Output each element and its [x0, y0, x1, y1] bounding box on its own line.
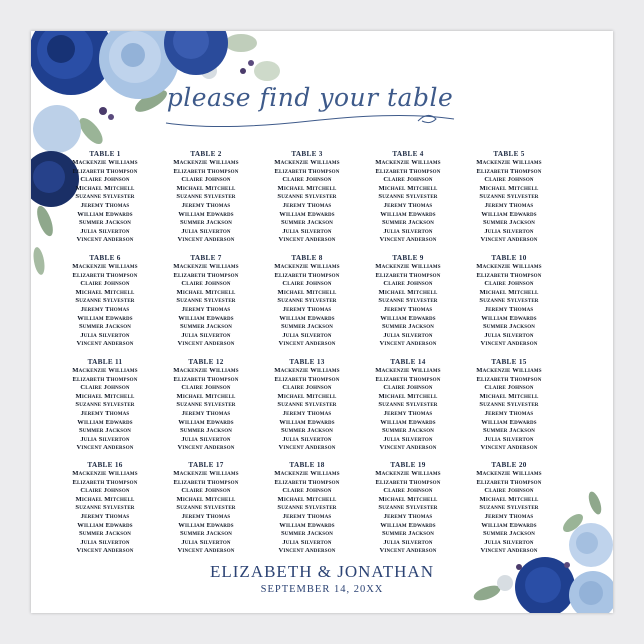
guest-name: Vincent Anderson — [480, 236, 538, 244]
guest-name: Mackenzie Williams — [173, 367, 239, 374]
guest-name: Michael Mitchell — [479, 392, 539, 400]
guest-name: Julia Silverton — [383, 331, 433, 339]
guest-name: Claire Johnson — [484, 176, 534, 184]
guest-name: Summer Jackson — [78, 323, 132, 331]
guest-name: Mackenzie Williams — [72, 470, 138, 477]
table-title: TABLE 19 — [390, 461, 426, 469]
guest-name: Suzanne Sylvester — [176, 193, 236, 201]
guest-name: Suzanne Sylvester — [479, 297, 539, 305]
guest-name: Julia Silverton — [181, 538, 231, 546]
guest-name: Michael Mitchell — [479, 495, 539, 503]
guest-name: Summer Jackson — [78, 427, 132, 435]
table-block — [459, 358, 559, 453]
guest-name: Claire Johnson — [282, 280, 332, 288]
guest-name: Elizabeth Thompson — [274, 167, 340, 175]
guest-name: Julia Silverton — [80, 435, 130, 443]
table-title: TABLE 2 — [190, 150, 222, 158]
table-block — [459, 150, 559, 245]
guest-name: Julia Silverton — [484, 435, 534, 443]
guest-name: Mackenzie Williams — [173, 159, 239, 166]
guest-name: Suzanne Sylvester — [75, 193, 135, 201]
guest-name: Suzanne Sylvester — [176, 401, 236, 409]
guest-name: William Edwards — [481, 418, 537, 426]
guest-name: Mackenzie Williams — [476, 159, 542, 166]
guest-name: Elizabeth Thompson — [375, 478, 441, 486]
guest-name: William Edwards — [279, 521, 335, 529]
guest-name: Mackenzie Williams — [375, 367, 441, 374]
guest-name: William Edwards — [380, 418, 436, 426]
guest-name: Summer Jackson — [381, 219, 435, 227]
guest-name: William Edwards — [178, 314, 234, 322]
guest-name: Mackenzie Williams — [476, 263, 542, 270]
guest-name: Suzanne Sylvester — [75, 401, 135, 409]
table-title: TABLE 5 — [493, 150, 525, 158]
guest-name: Jeremy Thomas — [484, 512, 534, 520]
guest-name: William Edwards — [77, 418, 133, 426]
guest-name: Summer Jackson — [179, 323, 233, 331]
guest-name: Vincent Anderson — [177, 340, 235, 348]
guest-name: Jeremy Thomas — [181, 305, 231, 313]
guest-name: Mackenzie Williams — [375, 263, 441, 270]
guest-name: Jeremy Thomas — [80, 512, 130, 520]
guest-name: Jeremy Thomas — [282, 201, 332, 209]
guest-name: Elizabeth Thompson — [476, 375, 542, 383]
guest-name: Claire Johnson — [282, 487, 332, 495]
guest-name: Claire Johnson — [383, 487, 433, 495]
guest-name: William Edwards — [77, 521, 133, 529]
guest-name: Julia Silverton — [181, 435, 231, 443]
guest-name: Vincent Anderson — [278, 340, 336, 348]
table-title: TABLE 8 — [291, 254, 323, 262]
guest-name: Claire Johnson — [181, 487, 231, 495]
guest-name: Mackenzie Williams — [476, 367, 542, 374]
table-block — [257, 254, 357, 349]
guest-name: Claire Johnson — [484, 487, 534, 495]
guest-name: Vincent Anderson — [76, 547, 134, 555]
guest-name: Jeremy Thomas — [80, 201, 130, 209]
guest-name: Julia Silverton — [80, 538, 130, 546]
guest-name: Suzanne Sylvester — [479, 401, 539, 409]
guest-name: Claire Johnson — [181, 176, 231, 184]
table-block — [156, 150, 256, 245]
guest-name: Julia Silverton — [80, 227, 130, 235]
table-title: TABLE 6 — [89, 254, 121, 262]
guest-name: William Edwards — [380, 314, 436, 322]
table-block — [257, 150, 357, 245]
guest-name: Vincent Anderson — [379, 340, 437, 348]
table-block — [358, 150, 458, 245]
guest-name: Mackenzie Williams — [375, 470, 441, 477]
guest-name: Michael Mitchell — [378, 184, 438, 192]
table-title: TABLE 16 — [87, 461, 123, 469]
guest-name: Elizabeth Thompson — [72, 375, 138, 383]
table-block — [55, 461, 155, 556]
guest-name: Claire Johnson — [282, 384, 332, 392]
guest-name: Elizabeth Thompson — [72, 271, 138, 279]
guest-name: Elizabeth Thompson — [476, 167, 542, 175]
guest-name: Suzanne Sylvester — [378, 193, 438, 201]
guest-name: Elizabeth Thompson — [476, 478, 542, 486]
guest-name: Michael Mitchell — [75, 392, 135, 400]
table-title: TABLE 10 — [491, 254, 527, 262]
table-title: TABLE 11 — [87, 358, 123, 366]
guest-name: Jeremy Thomas — [80, 409, 130, 417]
guest-name: Elizabeth Thompson — [72, 167, 138, 175]
guest-name: Summer Jackson — [179, 219, 233, 227]
table-block — [156, 254, 256, 349]
guest-name: Claire Johnson — [484, 384, 534, 392]
guest-name: Julia Silverton — [383, 435, 433, 443]
guest-name: Michael Mitchell — [479, 288, 539, 296]
guest-name: Mackenzie Williams — [72, 367, 138, 374]
guest-name: Claire Johnson — [80, 280, 130, 288]
guest-name: William Edwards — [481, 521, 537, 529]
guest-name: Summer Jackson — [381, 530, 435, 538]
guest-name: Jeremy Thomas — [282, 409, 332, 417]
guest-name: Claire Johnson — [80, 176, 130, 184]
guest-name: Vincent Anderson — [177, 236, 235, 244]
guest-name: Suzanne Sylvester — [378, 504, 438, 512]
guest-name: Michael Mitchell — [75, 288, 135, 296]
guest-name: Michael Mitchell — [176, 495, 236, 503]
guest-name: Summer Jackson — [280, 219, 334, 227]
guest-name: Summer Jackson — [280, 323, 334, 331]
table-block — [358, 254, 458, 349]
guest-name: Jeremy Thomas — [484, 409, 534, 417]
guest-name: William Edwards — [481, 210, 537, 218]
guest-name: Claire Johnson — [484, 280, 534, 288]
guest-name: Vincent Anderson — [480, 340, 538, 348]
table-block — [358, 461, 458, 556]
guest-name: Elizabeth Thompson — [274, 375, 340, 383]
guest-name: Suzanne Sylvester — [378, 297, 438, 305]
guest-name: Michael Mitchell — [277, 184, 337, 192]
guest-name: Summer Jackson — [482, 219, 536, 227]
guest-name: Elizabeth Thompson — [173, 478, 239, 486]
guest-name: Vincent Anderson — [177, 547, 235, 555]
guest-name: Summer Jackson — [381, 427, 435, 435]
guest-name: Jeremy Thomas — [484, 201, 534, 209]
table-title: TABLE 7 — [190, 254, 222, 262]
guest-name: Elizabeth Thompson — [72, 478, 138, 486]
table-block — [257, 461, 357, 556]
guest-name: William Edwards — [279, 418, 335, 426]
guest-name: Summer Jackson — [78, 219, 132, 227]
table-title: TABLE 3 — [291, 150, 323, 158]
guest-name: Julia Silverton — [383, 538, 433, 546]
guest-name: Mackenzie Williams — [72, 263, 138, 270]
guest-name: Claire Johnson — [181, 280, 231, 288]
guest-name: Claire Johnson — [80, 487, 130, 495]
guest-name: William Edwards — [77, 314, 133, 322]
guest-name: Vincent Anderson — [76, 340, 134, 348]
guest-name: Elizabeth Thompson — [375, 375, 441, 383]
guest-name: Michael Mitchell — [75, 184, 135, 192]
guest-name: Summer Jackson — [280, 427, 334, 435]
table-title: TABLE 4 — [392, 150, 424, 158]
guest-name: Elizabeth Thompson — [375, 167, 441, 175]
guest-name: Julia Silverton — [282, 435, 332, 443]
guest-name: Jeremy Thomas — [282, 305, 332, 313]
table-title: TABLE 17 — [188, 461, 224, 469]
guest-name: Elizabeth Thompson — [375, 271, 441, 279]
guest-name: Claire Johnson — [282, 176, 332, 184]
guest-name: Michael Mitchell — [378, 392, 438, 400]
guest-name: Julia Silverton — [181, 331, 231, 339]
guest-name: Mackenzie Williams — [173, 470, 239, 477]
table-title: TABLE 9 — [392, 254, 424, 262]
guest-name: Suzanne Sylvester — [378, 401, 438, 409]
guest-name: Julia Silverton — [484, 227, 534, 235]
table-title: TABLE 13 — [289, 358, 325, 366]
guest-name: William Edwards — [178, 521, 234, 529]
guest-name: Michael Mitchell — [479, 184, 539, 192]
guest-name: Elizabeth Thompson — [274, 271, 340, 279]
guest-name: Claire Johnson — [383, 176, 433, 184]
guest-name: Summer Jackson — [381, 323, 435, 331]
guest-name: Suzanne Sylvester — [75, 297, 135, 305]
table-title: TABLE 20 — [491, 461, 527, 469]
guest-name: Summer Jackson — [179, 427, 233, 435]
guest-name: Michael Mitchell — [378, 495, 438, 503]
guest-name: Suzanne Sylvester — [277, 504, 337, 512]
guest-name: Michael Mitchell — [75, 495, 135, 503]
seating-grid — [45, 118, 565, 555]
guest-name: Jeremy Thomas — [181, 512, 231, 520]
guest-name: Summer Jackson — [179, 530, 233, 538]
guest-name: Suzanne Sylvester — [277, 401, 337, 409]
guest-name: Mackenzie Williams — [375, 159, 441, 166]
guest-name: Claire Johnson — [383, 280, 433, 288]
guest-name: Michael Mitchell — [277, 495, 337, 503]
guest-name: Vincent Anderson — [278, 236, 336, 244]
guest-name: Michael Mitchell — [378, 288, 438, 296]
guest-name: William Edwards — [380, 210, 436, 218]
table-block — [459, 254, 559, 349]
guest-name: William Edwards — [279, 210, 335, 218]
guest-name: Summer Jackson — [280, 530, 334, 538]
guest-name: William Edwards — [77, 210, 133, 218]
guest-name: Michael Mitchell — [176, 392, 236, 400]
guest-name: Jeremy Thomas — [383, 512, 433, 520]
table-title: TABLE 1 — [89, 150, 121, 158]
guest-name: Michael Mitchell — [176, 184, 236, 192]
guest-name: Suzanne Sylvester — [176, 297, 236, 305]
guest-name: Mackenzie Williams — [173, 263, 239, 270]
guest-name: Summer Jackson — [482, 427, 536, 435]
table-block — [358, 358, 458, 453]
guest-name: Julia Silverton — [484, 538, 534, 546]
guest-name: Michael Mitchell — [176, 288, 236, 296]
guest-name: William Edwards — [178, 418, 234, 426]
event-date: SEPTEMBER 14, 20XX — [260, 584, 384, 595]
guest-name: Julia Silverton — [80, 331, 130, 339]
guest-name: Michael Mitchell — [277, 288, 337, 296]
guest-name: Elizabeth Thompson — [173, 375, 239, 383]
guest-name: Mackenzie Williams — [274, 159, 340, 166]
guest-name: Jeremy Thomas — [282, 512, 332, 520]
guest-name: Summer Jackson — [78, 530, 132, 538]
guest-name: Julia Silverton — [282, 331, 332, 339]
guest-name: Jeremy Thomas — [383, 409, 433, 417]
guest-name: Michael Mitchell — [277, 392, 337, 400]
guest-name: Claire Johnson — [383, 384, 433, 392]
guest-name: Mackenzie Williams — [476, 470, 542, 477]
table-block — [156, 461, 256, 556]
guest-name: Vincent Anderson — [480, 547, 538, 555]
table-block — [55, 150, 155, 245]
couple-names: ELIZABETH & JONATHAN — [210, 562, 434, 581]
table-block — [459, 461, 559, 556]
guest-name: Jeremy Thomas — [181, 409, 231, 417]
table-title: TABLE 18 — [289, 461, 325, 469]
guest-name: Claire Johnson — [80, 384, 130, 392]
guest-name: Jeremy Thomas — [181, 201, 231, 209]
table-title: TABLE 12 — [188, 358, 224, 366]
guest-name: Vincent Anderson — [379, 236, 437, 244]
table-block — [156, 358, 256, 453]
guest-name: Jeremy Thomas — [383, 305, 433, 313]
guest-name: Vincent Anderson — [76, 236, 134, 244]
guest-name: Summer Jackson — [482, 323, 536, 331]
guest-name: Julia Silverton — [383, 227, 433, 235]
guest-name: Vincent Anderson — [177, 444, 235, 452]
guest-name: Elizabeth Thompson — [476, 271, 542, 279]
guest-name: Mackenzie Williams — [72, 159, 138, 166]
guest-name: Summer Jackson — [482, 530, 536, 538]
guest-name: Vincent Anderson — [278, 547, 336, 555]
table-block — [55, 254, 155, 349]
guest-name: William Edwards — [178, 210, 234, 218]
guest-name: Jeremy Thomas — [484, 305, 534, 313]
guest-name: Suzanne Sylvester — [75, 504, 135, 512]
guest-name: Suzanne Sylvester — [479, 504, 539, 512]
guest-name: William Edwards — [279, 314, 335, 322]
guest-name: Suzanne Sylvester — [277, 193, 337, 201]
table-block — [257, 358, 357, 453]
guest-name: Mackenzie Williams — [274, 367, 340, 374]
guest-name: Elizabeth Thompson — [173, 167, 239, 175]
guest-name: Julia Silverton — [282, 538, 332, 546]
guest-name: Vincent Anderson — [278, 444, 336, 452]
guest-name: Julia Silverton — [282, 227, 332, 235]
guest-name: Vincent Anderson — [76, 444, 134, 452]
guest-name: Mackenzie Williams — [274, 470, 340, 477]
guest-name: Julia Silverton — [181, 227, 231, 235]
guest-name: Vincent Anderson — [480, 444, 538, 452]
guest-name: Elizabeth Thompson — [173, 271, 239, 279]
guest-name: William Edwards — [481, 314, 537, 322]
guest-name: Suzanne Sylvester — [479, 193, 539, 201]
guest-name: Vincent Anderson — [379, 444, 437, 452]
guest-name: Suzanne Sylvester — [176, 504, 236, 512]
guest-name: Suzanne Sylvester — [277, 297, 337, 305]
guest-name: Claire Johnson — [181, 384, 231, 392]
table-title: TABLE 15 — [491, 358, 527, 366]
guest-name: William Edwards — [380, 521, 436, 529]
guest-name: Vincent Anderson — [379, 547, 437, 555]
table-block — [55, 358, 155, 453]
heading-text: please find your table — [166, 83, 454, 112]
guest-name: Jeremy Thomas — [383, 201, 433, 209]
guest-name: Mackenzie Williams — [274, 263, 340, 270]
guest-name: Julia Silverton — [484, 331, 534, 339]
guest-name: Jeremy Thomas — [80, 305, 130, 313]
guest-name: Elizabeth Thompson — [274, 478, 340, 486]
table-title: TABLE 14 — [390, 358, 426, 366]
